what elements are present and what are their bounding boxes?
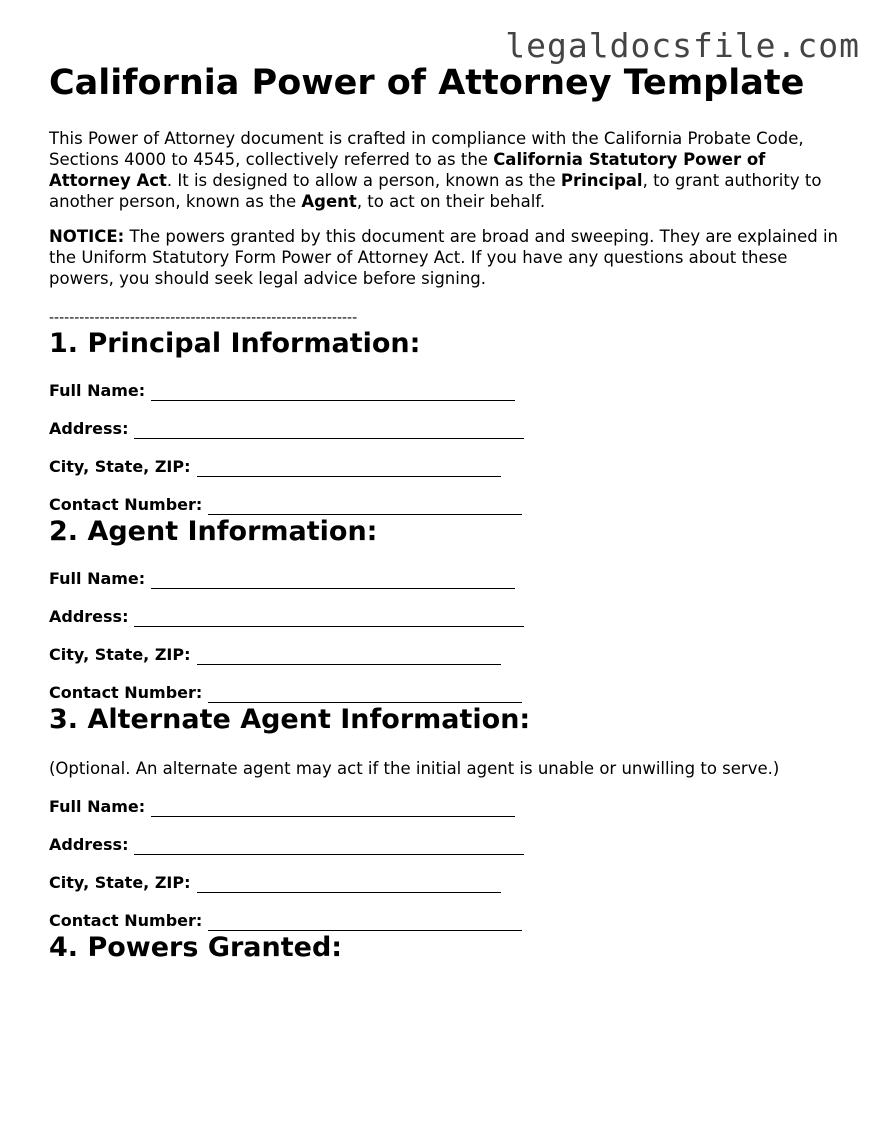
alternate-optional-note: (Optional. An alternate agent may act if the initial agent is unable or unwilling to serve.) xyxy=(49,759,780,778)
field-label: Address: xyxy=(49,419,129,438)
intro-text-4: , to act on their behalf. xyxy=(356,192,546,211)
principal-contact-field xyxy=(49,495,849,515)
intro-text-2: . It is designed to allow a person, known as the xyxy=(166,171,561,190)
document-page xyxy=(49,60,849,965)
intro-text-1: This Power of Attorney document is crafted in compliance with the California Probate Code, Sections 4000 to 4545, collectively referred to as the xyxy=(49,129,804,169)
alternate-contact-input-line[interactable] xyxy=(208,915,522,931)
agent-city-field xyxy=(49,645,849,665)
alternate-address-field xyxy=(49,835,849,855)
intro-text-3: , to grant authority to another person, known as the xyxy=(49,171,822,211)
section-alternate-heading: 3. Alternate Agent Information: xyxy=(49,704,531,735)
agent-full-name-input-line[interactable] xyxy=(151,573,515,589)
alternate-address-input-line[interactable] xyxy=(134,839,524,855)
section-principal-heading: 1. Principal Information: xyxy=(49,328,421,359)
agent-contact-field xyxy=(49,683,849,703)
alternate-full-name-input-line[interactable] xyxy=(151,801,515,817)
agent-address-input-line[interactable] xyxy=(134,611,524,627)
principal-contact-input-line[interactable] xyxy=(208,499,522,515)
intro-act-name: California Statutory Power of Attorney Act xyxy=(49,150,766,190)
field-label: Full Name: xyxy=(49,797,146,816)
alternate-city-field xyxy=(49,873,849,893)
agent-city-input-line[interactable] xyxy=(197,649,501,665)
field-label: City, State, ZIP: xyxy=(49,645,191,664)
section-powers-heading: 4. Powers Granted: xyxy=(49,932,343,963)
principal-city-input-line[interactable] xyxy=(197,461,501,477)
intro-agent-term: Agent xyxy=(301,192,357,211)
principal-full-name-input-line[interactable] xyxy=(151,385,515,401)
principal-address-field xyxy=(49,419,849,439)
alternate-city-input-line[interactable] xyxy=(197,877,501,893)
intro-principal-term: Principal xyxy=(560,171,643,190)
principal-address-input-line[interactable] xyxy=(134,423,524,439)
field-label: Contact Number: xyxy=(49,495,203,514)
agent-full-name-field xyxy=(49,569,849,589)
principal-full-name-field xyxy=(49,381,849,401)
field-label: Full Name: xyxy=(49,381,146,400)
alternate-contact-field xyxy=(49,911,849,931)
divider: ------------------------------------------------------------- xyxy=(49,310,358,326)
field-label: City, State, ZIP: xyxy=(49,873,191,892)
agent-address-field xyxy=(49,607,849,627)
intro-paragraph xyxy=(49,128,849,212)
notice-text: The powers granted by this document are broad and sweeping. They are explained in the Uniform Statutory Form Power of Attorney Act. If you have any questions about these powers, you should seek legal advice before signing. xyxy=(49,227,839,288)
field-label: City, State, ZIP: xyxy=(49,457,191,476)
field-label: Contact Number: xyxy=(49,911,203,930)
agent-contact-input-line[interactable] xyxy=(208,687,522,703)
section-agent-heading: 2. Agent Information: xyxy=(49,516,378,547)
alternate-full-name-field xyxy=(49,797,849,817)
principal-city-field xyxy=(49,457,849,477)
field-label: Contact Number: xyxy=(49,683,203,702)
field-label: Address: xyxy=(49,607,129,626)
notice-paragraph xyxy=(49,226,849,289)
notice-label: NOTICE: xyxy=(49,227,125,246)
page-title: California Power of Attorney Template xyxy=(49,63,805,103)
field-label: Address: xyxy=(49,835,129,854)
field-label: Full Name: xyxy=(49,569,146,588)
watermark: legaldocsfile.com xyxy=(505,26,860,65)
